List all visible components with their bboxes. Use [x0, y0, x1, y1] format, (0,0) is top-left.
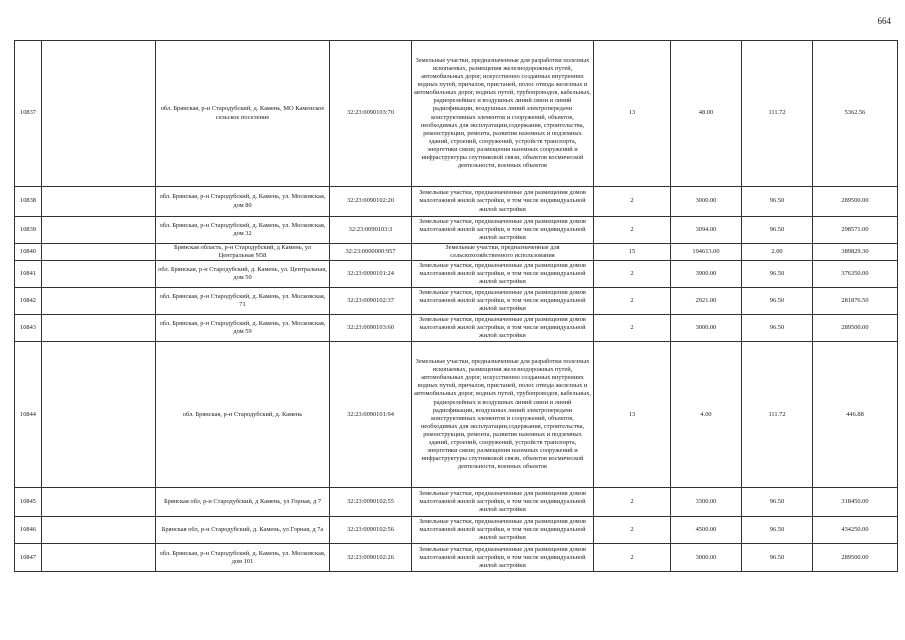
cell-cadastral-value: 289500.00	[813, 187, 898, 217]
cell-area: 4500.00	[671, 517, 742, 544]
cell-blank	[42, 342, 156, 488]
cell-cadastral-value: 5362.56	[813, 41, 898, 187]
cell-area: 3094.00	[671, 217, 742, 244]
cell-record-number: 10841	[15, 261, 42, 288]
cell-blank	[42, 261, 156, 288]
cell-record-number: 10845	[15, 488, 42, 517]
cell-use-group: 2	[594, 261, 671, 288]
cell-cadastral-value: 434250.00	[813, 517, 898, 544]
cell-record-number: 10839	[15, 217, 42, 244]
cell-specific-value: 2.00	[742, 244, 813, 261]
cell-blank	[42, 488, 156, 517]
cadastral-value-table	[14, 40, 898, 572]
cell-cadastral-number: 32:23:0090103:70	[330, 41, 412, 187]
cell-land-use-purpose: Земельные участки, предназначенные для размещения домов малоэтажной жилой застройки, в том числе индивидуальной жилой застройки	[412, 288, 594, 315]
cell-area: 3000.00	[671, 315, 742, 342]
cell-land-use-purpose: Земельные участки, предназначенные для размещения домов малоэтажной жилой застройки, в том числе индивидуальной жилой застройки	[412, 187, 594, 217]
cell-address: обл. Брянская, р-н Стародубский, д. Камень, ул. Московская, дом 80	[156, 187, 330, 217]
cell-address: обл. Брянская, р-н Стародубский, д. Камень, ул. Центральная, дом 50	[156, 261, 330, 288]
cell-area: 3900.00	[671, 261, 742, 288]
cell-address: обл. Брянская, р-н Стародубский, д. Камень	[156, 342, 330, 488]
cell-cadastral-value: 376350.00	[813, 261, 898, 288]
cell-land-use-purpose: Земельные участки, предназначенные для размещения домов малоэтажной жилой застройки, в том числе индивидуальной жилой застройки	[412, 261, 594, 288]
table-row	[15, 315, 898, 342]
cell-record-number: 10842	[15, 288, 42, 315]
cell-record-number: 10837	[15, 41, 42, 187]
cell-use-group: 13	[594, 41, 671, 187]
cell-specific-value: 111.72	[742, 342, 813, 488]
cell-cadastral-value: 281876.50	[813, 288, 898, 315]
cell-cadastral-number: 32:23:0090102:26	[330, 544, 412, 572]
cell-cadastral-value: 446.88	[813, 342, 898, 488]
cell-blank	[42, 315, 156, 342]
cell-address: обл. Брянская, р-н Стародубский, д. Камень, ул. Московская, 71	[156, 288, 330, 315]
cell-blank	[42, 544, 156, 572]
cell-cadastral-number: 32:23:0090103:60	[330, 315, 412, 342]
cell-record-number: 10840	[15, 244, 42, 261]
cell-use-group: 2	[594, 288, 671, 315]
cell-blank	[42, 517, 156, 544]
cell-land-use-purpose: Земельные участки, предназначенные для размещения домов малоэтажной жилой застройки, в том числе индивидуальной жилой застройки	[412, 217, 594, 244]
cell-cadastral-value: 298571.00	[813, 217, 898, 244]
cell-specific-value: 96.50	[742, 488, 813, 517]
cell-specific-value: 96.50	[742, 187, 813, 217]
cell-record-number: 10844	[15, 342, 42, 488]
cell-specific-value: 96.50	[742, 261, 813, 288]
cell-specific-value: 96.50	[742, 315, 813, 342]
cell-record-number: 10838	[15, 187, 42, 217]
cell-cadastral-number: 32:23:0090103:3	[330, 217, 412, 244]
cell-specific-value: 96.50	[742, 217, 813, 244]
cell-use-group: 2	[594, 488, 671, 517]
cell-area: 4.00	[671, 342, 742, 488]
cell-blank	[42, 187, 156, 217]
cell-cadastral-value: 389829.30	[813, 244, 898, 261]
table-row	[15, 217, 898, 244]
cell-specific-value: 96.50	[742, 517, 813, 544]
table-row	[15, 288, 898, 315]
cell-use-group: 2	[594, 315, 671, 342]
cell-cadastral-number: 32:23:0000000:957	[330, 244, 412, 261]
cell-land-use-purpose: Земельные участки, предназначенные для сельскохозяйственного использования	[412, 244, 594, 261]
cell-cadastral-number: 32:23:0090102:20	[330, 187, 412, 217]
table-row	[15, 517, 898, 544]
cell-cadastral-number: 32:23:0090102:56	[330, 517, 412, 544]
cell-cadastral-number: 32:23:0090101:94	[330, 342, 412, 488]
cell-land-use-purpose: Земельные участки, предназначенные для разработки полезных ископаемых, размещения железнодорожных путей, автомобильных дорог, искусственно созданных внутренних водных путей, причалов, пристаней, полос отвода железных и автомобильных дорог, водных путей, трубопроводов, кабельных, радиорелейных и воздушных линий связи и линий радиофикации, воздушных линий электропередачи конструктивных элементов и сооружений, объектов, необходимых для эксплуатации,содержания, строительства, реконструкции, ремонта, развития наземных и подземных зданий, строений, сооружений, устройств транспорта, энергетики связи; размещения наземных сооружений и инфраструктуры спутниковой связи, объектов космической деятельности, военных объектов	[412, 342, 594, 488]
cell-address: обл. Брянская, р-н Стародубский, д. Камень, МО Каменское сельское поселение	[156, 41, 330, 187]
cell-specific-value: 96.50	[742, 288, 813, 315]
cell-address: обл. Брянская, р-н Стародубский, д. Камень, ул. Московская, дом 32	[156, 217, 330, 244]
cell-cadastral-value: 289500.00	[813, 315, 898, 342]
cell-blank	[42, 288, 156, 315]
cell-cadastral-value: 289500.00	[813, 544, 898, 572]
cell-use-group: 13	[594, 342, 671, 488]
cell-blank	[42, 244, 156, 261]
cell-land-use-purpose: Земельные участки, предназначенные для размещения домов малоэтажной жилой застройки, в том числе индивидуальной жилой застройки	[412, 315, 594, 342]
cell-address: обл. Брянская, р-н Стародубский, д. Камень, ул. Московская, дом 59	[156, 315, 330, 342]
cell-area: 3000.00	[671, 187, 742, 217]
table-row	[15, 544, 898, 572]
table-row	[15, 187, 898, 217]
cell-land-use-purpose: Земельные участки, предназначенные для размещения домов малоэтажной жилой застройки, в том числе индивидуальной жилой застройки	[412, 517, 594, 544]
cell-address: обл. Брянская, р-н Стародубский, д. Камень, ул. Московская, дом 101	[156, 544, 330, 572]
cell-area: 48.00	[671, 41, 742, 187]
page-number: 664	[877, 16, 891, 26]
cell-area: 194613.00	[671, 244, 742, 261]
cell-land-use-purpose: Земельные участки, предназначенные для размещения домов малоэтажной жилой застройки, в том числе индивидуальной жилой застройки	[412, 488, 594, 517]
cell-record-number: 10846	[15, 517, 42, 544]
cell-record-number: 10847	[15, 544, 42, 572]
cell-cadastral-number: 32:23:0090102:55	[330, 488, 412, 517]
table-row	[15, 41, 898, 187]
cell-use-group: 2	[594, 217, 671, 244]
cell-specific-value: 111.72	[742, 41, 813, 187]
cell-blank	[42, 41, 156, 187]
cell-blank	[42, 217, 156, 244]
cell-address: Брянская область, р-н Стародубский, д Камень, ул Центральная N58	[156, 244, 330, 261]
cell-use-group: 2	[594, 544, 671, 572]
cell-area: 3300.00	[671, 488, 742, 517]
cell-cadastral-value: 318450.00	[813, 488, 898, 517]
table-row	[15, 261, 898, 288]
cell-area: 3000.00	[671, 544, 742, 572]
cell-use-group: 2	[594, 517, 671, 544]
cell-land-use-purpose: Земельные участки, предназначенные для разработки полезных ископаемых, размещения железнодорожных путей, автомобильных дорог, искусственно созданных внутренних водных путей, причалов, пристаней, полос отвода железных и автомобильных дорог, водных путей, трубопроводов, кабельных, радиорелейных и воздушных линий связи и линий радиофикации, воздушных линий электропередачи конструктивных элементов и сооружений, объектов, необходимых для эксплуатации,содержания, строительства, реконструкции, ремонта, развития наземных и подземных зданий, строений, сооружений, устройств транспорта, энергетики связи; размещения наземных сооружений и инфраструктуры спутниковой связи, объектов космической деятельности, военных объектов	[412, 41, 594, 187]
cell-address: Брянская обл, р-н Стародубский, д Камень, ул Горная, д 7	[156, 488, 330, 517]
cell-cadastral-number: 32:23:0090102:37	[330, 288, 412, 315]
table-row	[15, 342, 898, 488]
cell-address: Брянская обл, р-н Стародубский, д. Камень, ул Горная, д 7а	[156, 517, 330, 544]
cell-specific-value: 96.50	[742, 544, 813, 572]
cell-land-use-purpose: Земельные участки, предназначенные для размещения домов малоэтажной жилой застройки, в том числе индивидуальной жилой застройки	[412, 544, 594, 572]
table-body	[15, 41, 898, 572]
cell-use-group: 15	[594, 244, 671, 261]
cell-area: 2921.00	[671, 288, 742, 315]
cell-record-number: 10843	[15, 315, 42, 342]
table-row	[15, 244, 898, 261]
cell-use-group: 2	[594, 187, 671, 217]
cell-cadastral-number: 32:23:0090101:24	[330, 261, 412, 288]
table-row	[15, 488, 898, 517]
